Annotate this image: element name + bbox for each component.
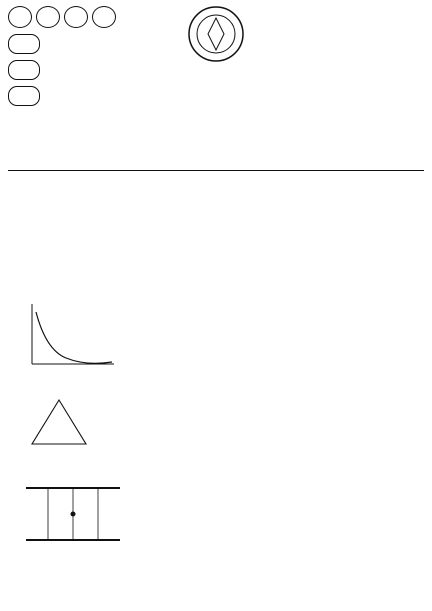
question <box>10 238 422 243</box>
question <box>140 486 422 491</box>
badge <box>8 6 32 28</box>
page-badges <box>8 6 116 28</box>
parallel-plates-figure <box>18 478 128 552</box>
side-box <box>8 34 40 54</box>
question <box>110 408 422 413</box>
answer-options <box>130 333 422 335</box>
side-boxes <box>8 34 40 106</box>
answer-options <box>110 411 422 413</box>
triangle-figure <box>24 392 94 452</box>
question <box>130 330 422 335</box>
answer-options <box>140 489 422 491</box>
badge <box>92 6 116 28</box>
side-box <box>8 60 40 80</box>
answer-options <box>10 241 422 243</box>
field-distance-graph <box>18 298 118 376</box>
badge <box>36 6 60 28</box>
side-box <box>8 86 40 106</box>
divider <box>8 170 424 171</box>
ministry-logo <box>186 4 246 64</box>
badge <box>64 6 88 28</box>
